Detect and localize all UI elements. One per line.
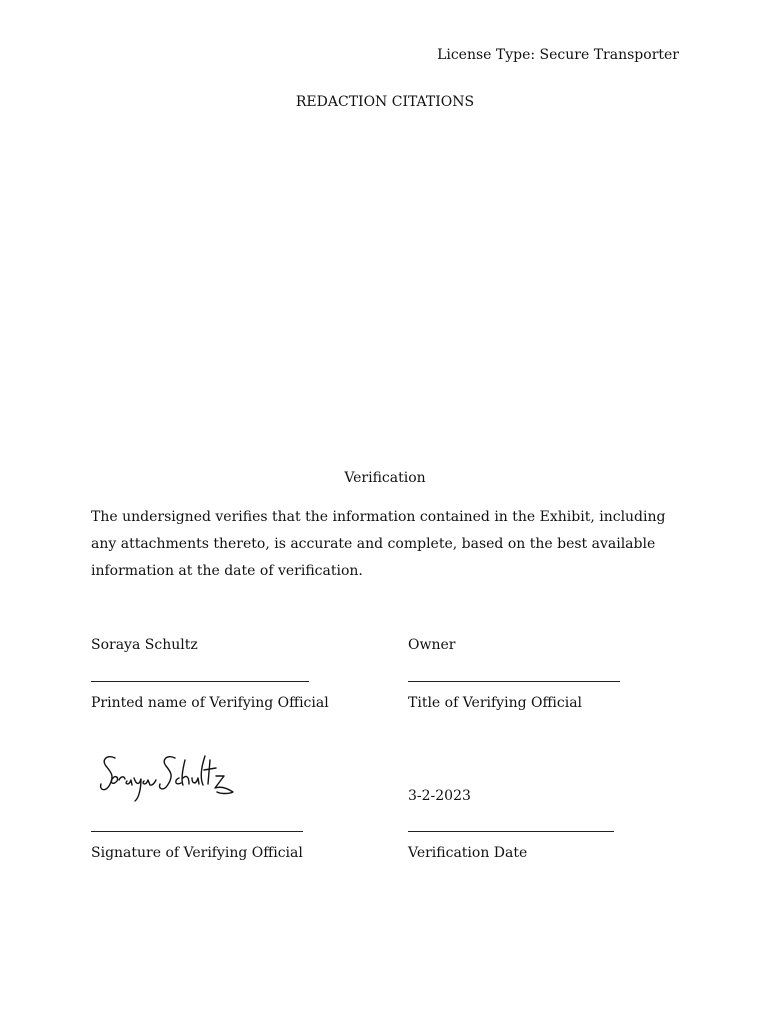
title-label: Title of Verifying Official <box>408 695 583 711</box>
title-value: Owner <box>408 637 456 653</box>
signature-label: Signature of Verifying Official <box>91 845 303 861</box>
document-title: REDACTION CITATIONS <box>295 94 475 110</box>
signature-line <box>91 831 303 832</box>
printed-name-line <box>91 681 309 682</box>
handwritten-signature <box>97 748 242 808</box>
verification-statement: The undersigned verifies that the information contained in the Exhibit, including any attachments thereto, is accurate and complete, based on the best available information at the date of verification. <box>91 509 666 579</box>
verification-date-line <box>408 831 614 832</box>
printed-name-value: Soraya Schultz <box>91 637 198 653</box>
printed-name-label: Printed name of Verifying Official <box>91 695 329 711</box>
verification-heading: Verification <box>344 470 426 486</box>
license-type: License Type: Secure Transporter <box>437 47 679 63</box>
verification-date-label: Verification Date <box>408 845 528 861</box>
title-line <box>408 681 620 682</box>
verification-date-value: 3-2-2023 <box>408 788 471 804</box>
